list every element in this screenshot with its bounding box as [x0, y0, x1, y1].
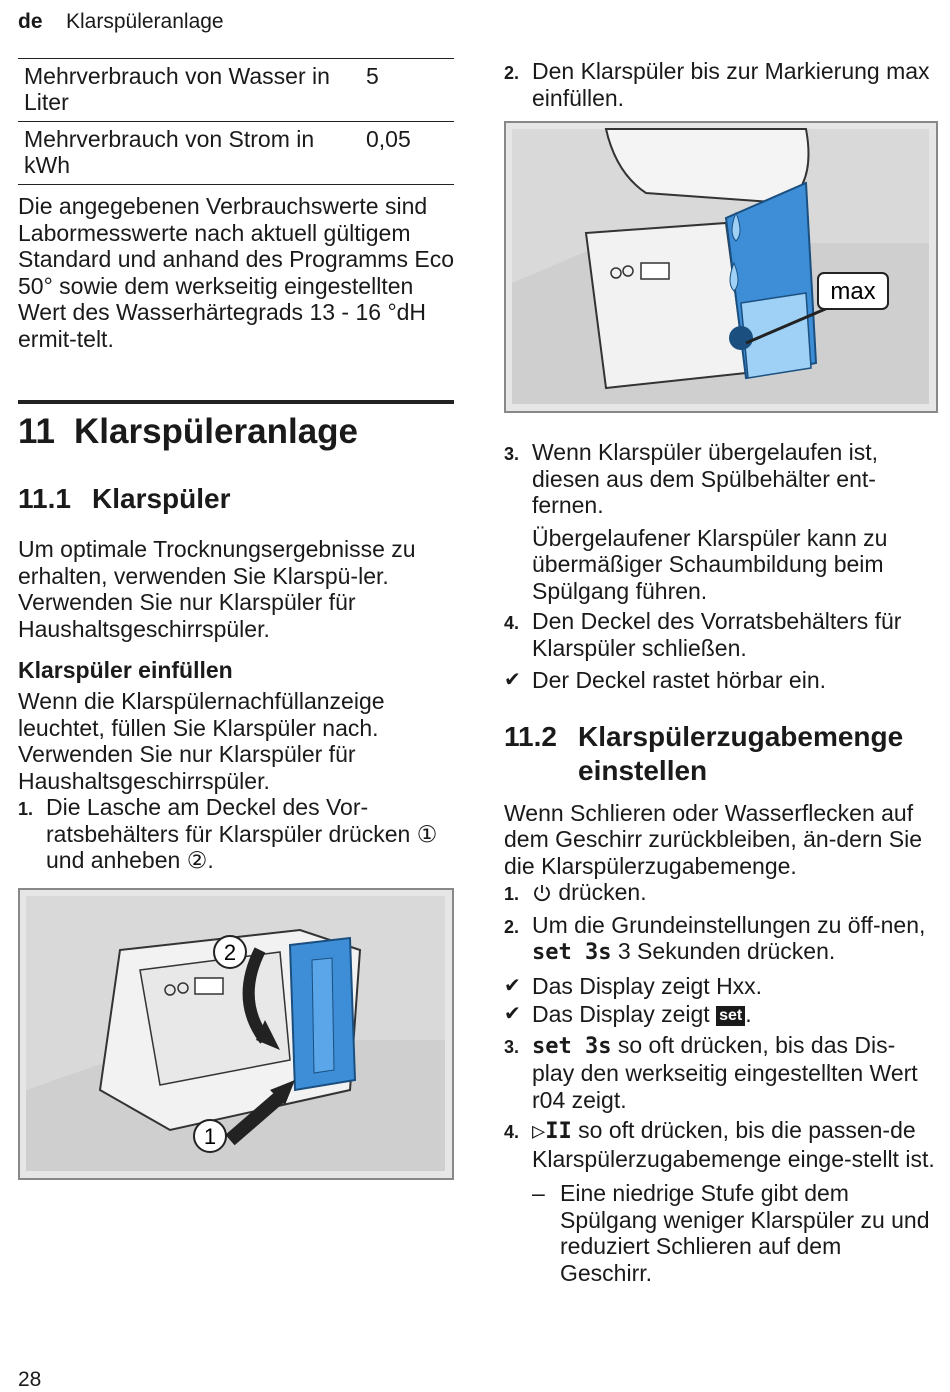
result-text: Der Deckel rastet hörbar ein. — [532, 667, 827, 693]
left-column — [18, 58, 454, 1180]
figure-callout-2: 2 — [223, 939, 237, 965]
header-title: Klarspüleranlage — [66, 10, 224, 33]
figure-open-lid — [18, 888, 454, 1180]
set-display-badge: set — [716, 1006, 745, 1026]
result-item — [504, 1001, 936, 1028]
table-cell-value: 0,05 — [360, 122, 454, 185]
play-pause-icon: ▷II — [532, 1119, 572, 1144]
step-text: Den Klarspüler bis zur Markierung max einfüllen. — [532, 58, 930, 111]
table-row — [18, 122, 454, 185]
step-text: Den Deckel des Vorratsbehälters für Klarspüler schließen. — [532, 608, 902, 661]
step-3 — [504, 439, 936, 519]
fill-text-2: Verwenden Sie nur Klarspüler für Haushaltsgeschirrspüler. — [18, 741, 356, 794]
bullet-dash: – — [532, 1180, 545, 1206]
step-text: Wenn Klarspüler übergelaufen ist, diesen aus dem Spülbehälter ent-fernen. — [532, 439, 879, 518]
section-number: 11.2 — [504, 720, 557, 752]
result-text-post: . — [745, 1001, 752, 1027]
section-title-line-2: einstellen — [578, 754, 708, 786]
set-button-label: set 3s — [532, 1033, 612, 1059]
chapter-number: 11 — [18, 412, 55, 451]
fill-text: Wenn die Klarspülernachfüllanzeige leuchtet, füllen Sie Klarspüler nach. — [18, 688, 385, 741]
step-number: 3. — [504, 1036, 520, 1057]
check-icon: ✔ — [504, 669, 521, 691]
step-text-pre: Um die Grundeinstellungen zu öff-nen, — [532, 911, 926, 938]
table-cell-label: Mehrverbrauch von Strom in kWh — [18, 122, 360, 185]
figure-callout-1: 1 — [203, 1123, 217, 1149]
result-text-pre: Das Display zeigt — [532, 1001, 710, 1027]
step-text: Die Lasche am Deckel des Vor-ratsbehälters für Klarspüler drücken ① und anheben ②. — [46, 794, 438, 873]
consumption-note: Die angegebenen Verbrauchswerte sind Labormesswerte nach aktuell gültigem Standard und anhand des Programms Eco 50° sowie dem werkseitig eingestellten Wert des Wasserhärtegrads 13 - 16 °dH ermit-telt. — [18, 193, 454, 352]
check-icon: ✔ — [504, 1003, 521, 1025]
bullet-text: Eine niedrige Stufe gibt dem Spülgang weniger Klarspüler zu und reduziert Schlieren auf dem Geschirr. — [560, 1180, 930, 1286]
table-cell-value: 5 — [360, 59, 454, 122]
section-title-line-1: Klarspülerzugabemenge — [578, 720, 904, 752]
step-text-content: so oft drücken, bis die passen-de Klarspülerzugabemenge einge-stellt ist. — [532, 1117, 935, 1172]
step-number: 4. — [504, 613, 520, 633]
section-intro-2: Verwenden Sie nur Klarspüler für Haushaltsgeschirrspüler. — [18, 589, 356, 642]
result-text — [532, 1001, 752, 1028]
section-heading-2 — [504, 720, 936, 788]
table-row — [18, 59, 454, 122]
step-3 — [504, 1032, 936, 1114]
step-text — [532, 1032, 936, 1114]
step-2 — [504, 58, 936, 111]
power-icon — [532, 883, 552, 903]
page-number: 28 — [18, 1368, 42, 1391]
step-4 — [504, 1117, 936, 1172]
step-number: 1. — [18, 799, 34, 819]
step-note: Übergelaufener Klarspüler kann zu übermäßiger Schaumbildung beim Spülgang führen. — [532, 524, 888, 604]
right-column — [504, 58, 936, 1286]
result-item — [504, 973, 936, 1000]
result-item — [504, 667, 936, 694]
section-title — [578, 720, 903, 788]
header-language: de — [18, 10, 43, 33]
step-number: 2. — [504, 916, 520, 937]
section-intro: Um optimale Trocknungsergebnisse zu erhalten, verwenden Sie Klarspü-ler. — [18, 536, 416, 589]
step-2 — [504, 912, 936, 967]
check-icon: ✔ — [504, 974, 521, 997]
step-text — [532, 1117, 936, 1172]
step-number: 3. — [504, 444, 520, 464]
step-4 — [504, 608, 936, 661]
step-text-content: so oft drücken, bis das Dis-play den werkseitig eingestellten Wert r04 zeigt. — [532, 1031, 918, 1113]
set-button-label: set 3s — [532, 940, 612, 965]
consumption-table — [18, 58, 454, 185]
figure-fill-max — [504, 121, 938, 413]
step-number: 4. — [504, 1122, 520, 1142]
step-text-content: drücken. — [558, 879, 647, 905]
sub-bullet — [504, 1180, 936, 1286]
chapter-title: Klarspüleranlage — [74, 412, 358, 451]
step-1 — [18, 794, 454, 874]
subheading: Klarspüler einfüllen — [18, 657, 233, 683]
section-intro: Wenn Schlieren oder Wasserflecken auf dem Geschirr zurückbleiben, än-dern Sie die Klarspülerzugabemenge. — [504, 799, 923, 879]
step-text — [532, 912, 936, 967]
section-title: Klarspüler — [92, 483, 231, 514]
fill-illustration — [506, 123, 935, 410]
step-1 — [504, 879, 936, 908]
dispenser-illustration — [20, 890, 451, 1177]
step-number: 1. — [504, 884, 520, 904]
section-number: 11.1 — [18, 483, 71, 514]
result-text: Das Display zeigt Hxx. — [532, 972, 763, 999]
chapter-heading — [18, 400, 454, 452]
section-heading — [18, 482, 454, 516]
step-text-post: 3 Sekunden drücken. — [617, 938, 836, 964]
table-cell-label: Mehrverbrauch von Wasser in Liter — [18, 59, 360, 122]
step-text — [532, 879, 647, 908]
step-number: 2. — [504, 63, 520, 83]
figure-max-label: max — [830, 278, 876, 305]
